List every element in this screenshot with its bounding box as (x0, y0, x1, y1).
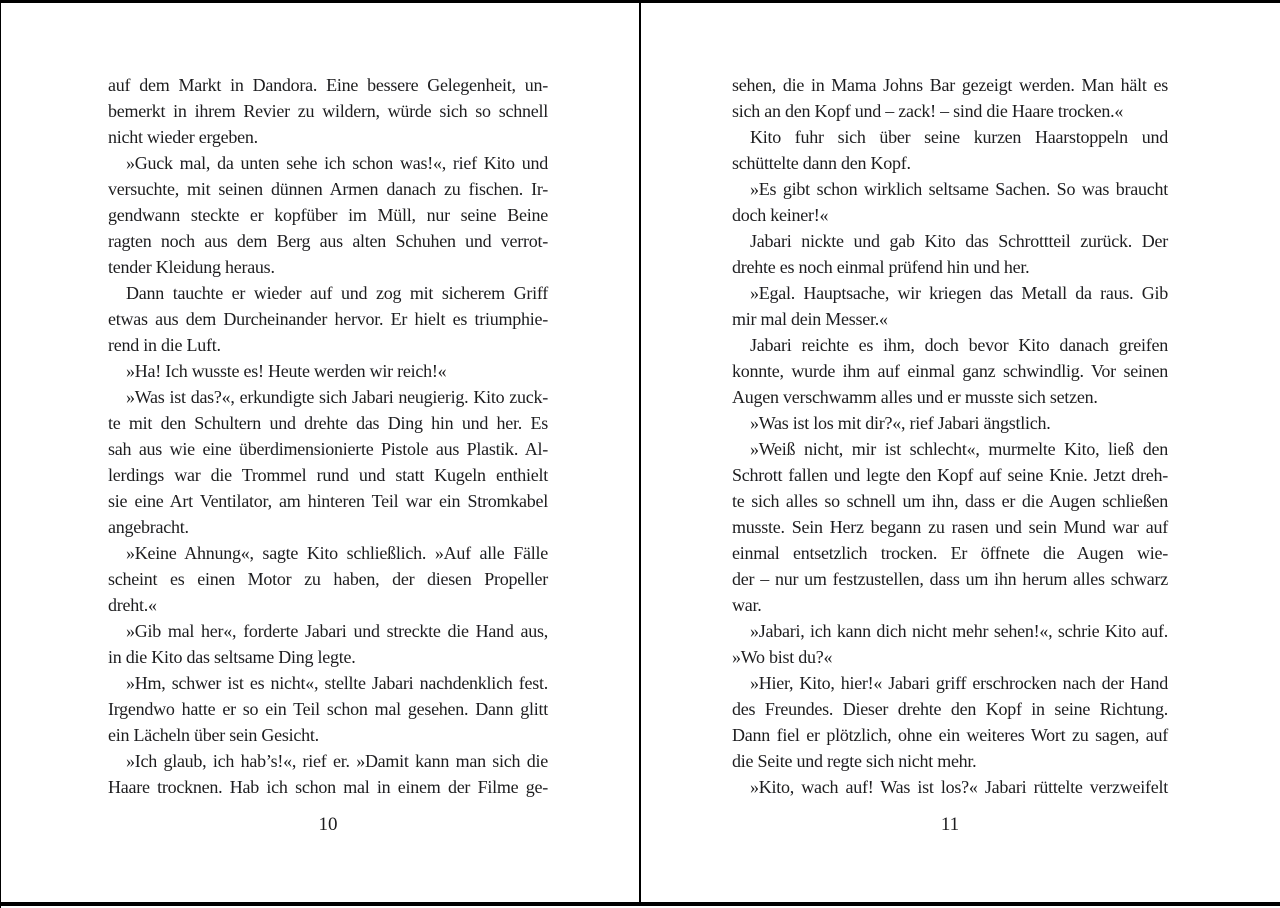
text-line: »Ha! Ich wusste es! Heute werden wir reich!« (126, 361, 447, 381)
text-line: sehen, die in Mama Johns Bar gezeigt werden. Man hält es (732, 75, 1168, 95)
text-line: tender Kleidung heraus. (108, 257, 275, 277)
text-line: ragten noch aus dem Berg aus alten Schuhen und verrot- (108, 231, 548, 251)
page-text (108, 72, 548, 800)
text-line: te sich alles so schnell um ihn, dass er die Augen schließen (732, 491, 1168, 511)
text-line: der – nur um festzustellen, dass um ihn herum alles schwarz (732, 569, 1168, 589)
text-line: Augen verschwamm alles und er musste sich setzen. (732, 387, 1098, 407)
text-line: sah aus wie eine überdimensionierte Pistole aus Plastik. Al- (108, 439, 548, 459)
text-line: »Wo bist du?« (732, 647, 833, 667)
text-line: »Guck mal, da unten sehe ich schon was!«, rief Kito und (126, 153, 548, 173)
page-text (732, 72, 1168, 800)
text-line: schüttelte dann den Kopf. (732, 153, 911, 173)
text-line: gendwann steckte er kopfüber im Müll, nur seine Beine (108, 205, 548, 225)
text-line: die Seite und regte sich nicht mehr. (732, 751, 977, 771)
text-line: »Ich glaub, ich hab’s!«, rief er. »Damit kann man sich die (126, 751, 548, 771)
text-line: »Kito, wach auf! Was ist los?« Jabari rüttelte verzweifelt (750, 777, 1168, 797)
page-right (732, 72, 1168, 862)
center-gutter-divider (639, 3, 641, 902)
text-line: »Egal. Hauptsache, wir kriegen das Metall da raus. Gib (750, 283, 1168, 303)
text-line: »Es gibt schon wirklich seltsame Sachen. So was braucht (750, 179, 1168, 199)
text-line: angebracht. (108, 517, 189, 537)
text-line: in die Kito das seltsame Ding legte. (108, 647, 356, 667)
text-line: versuchte, mit seinen dünnen Armen danach zu fischen. Ir- (108, 179, 548, 199)
text-line: sie eine Art Ventilator, am hinteren Teil war ein Stromkabel (108, 491, 548, 511)
text-line: »Hm, schwer ist es nicht«, stellte Jabari nachdenklich fest. (126, 673, 548, 693)
text-line: bemerkt in ihrem Revier zu wildern, würde sich so schnell (108, 101, 548, 121)
text-line: »Was ist los mit dir?«, rief Jabari ängstlich. (750, 413, 1051, 433)
text-line: Dann tauchte er wieder auf und zog mit sicherem Griff (126, 283, 548, 303)
text-line: scheint es einen Motor zu haben, der diesen Propeller (108, 569, 548, 589)
text-line: mir mal dein Messer.« (732, 309, 888, 329)
text-line: doch keiner!« (732, 205, 829, 225)
text-line: dreht.« (108, 595, 157, 615)
text-line: ein Lächeln über sein Gesicht. (108, 725, 319, 745)
text-line: Schrott fallen und legte den Kopf auf seine Knie. Jetzt dreh- (732, 465, 1168, 485)
page-number: 10 (318, 814, 338, 835)
bottom-border-bar (0, 902, 1280, 906)
text-line: sich an den Kopf und – zack! – sind die Haare trocken.« (732, 101, 1124, 121)
text-line: etwas aus dem Durcheinander hervor. Er hielt es triumphie- (108, 309, 548, 329)
text-line: war. (732, 595, 762, 615)
text-line: Irgendwo hatte er so ein Teil schon mal gesehen. Dann glitt (108, 699, 548, 719)
text-line: »Hier, Kito, hier!« Jabari griff erschrocken nach der Hand (750, 673, 1168, 693)
text-line: lerdings war die Trommel rund und statt Kugeln enthielt (108, 465, 548, 485)
text-line: des Freundes. Dieser drehte den Kopf in seine Richtung. (732, 699, 1168, 719)
page-number: 11 (940, 814, 960, 835)
text-line: auf dem Markt in Dandora. Eine bessere Gelegenheit, un- (108, 75, 548, 95)
text-line: drehte es noch einmal prüfend hin und her. (732, 257, 1030, 277)
text-line: »Weiß nicht, mir ist schlecht«, murmelte Kito, ließ den (750, 439, 1168, 459)
text-line: einmal entsetzlich trocken. Er öffnete die Augen wie- (732, 543, 1168, 563)
text-line: »Keine Ahnung«, sagte Kito schließlich. »Auf alle Fälle (126, 543, 548, 563)
text-line: nicht wieder ergeben. (108, 127, 258, 147)
text-line: te mit den Schultern und drehte das Ding hin und her. Es (108, 413, 548, 433)
text-line: rend in die Luft. (108, 335, 221, 355)
text-line: Jabari nickte und gab Kito das Schrottteil zurück. Der (750, 231, 1168, 251)
text-line: konnte, wurde ihm auf einmal ganz schwindlig. Vor seinen (732, 361, 1168, 381)
text-line: Dann fiel er plötzlich, ohne ein weiteres Wort zu sagen, auf (732, 725, 1168, 745)
text-line: Kito fuhr sich über seine kurzen Haarstoppeln und (750, 127, 1168, 147)
text-line: »Was ist das?«, erkundigte sich Jabari neugierig. Kito zuck- (126, 387, 548, 407)
page-left (108, 72, 548, 862)
text-line: Haare trocknen. Hab ich schon mal in einem der Filme ge- (108, 777, 548, 797)
text-line: »Gib mal her«, forderte Jabari und streckte die Hand aus, (126, 621, 548, 641)
left-edge-line (0, 0, 1, 908)
text-line: Jabari reichte es ihm, doch bevor Kito danach greifen (750, 335, 1168, 355)
text-line: musste. Sein Herz begann zu rasen und sein Mund war auf (732, 517, 1168, 537)
text-line: »Jabari, ich kann dich nicht mehr sehen!«, schrie Kito auf. (750, 621, 1168, 641)
